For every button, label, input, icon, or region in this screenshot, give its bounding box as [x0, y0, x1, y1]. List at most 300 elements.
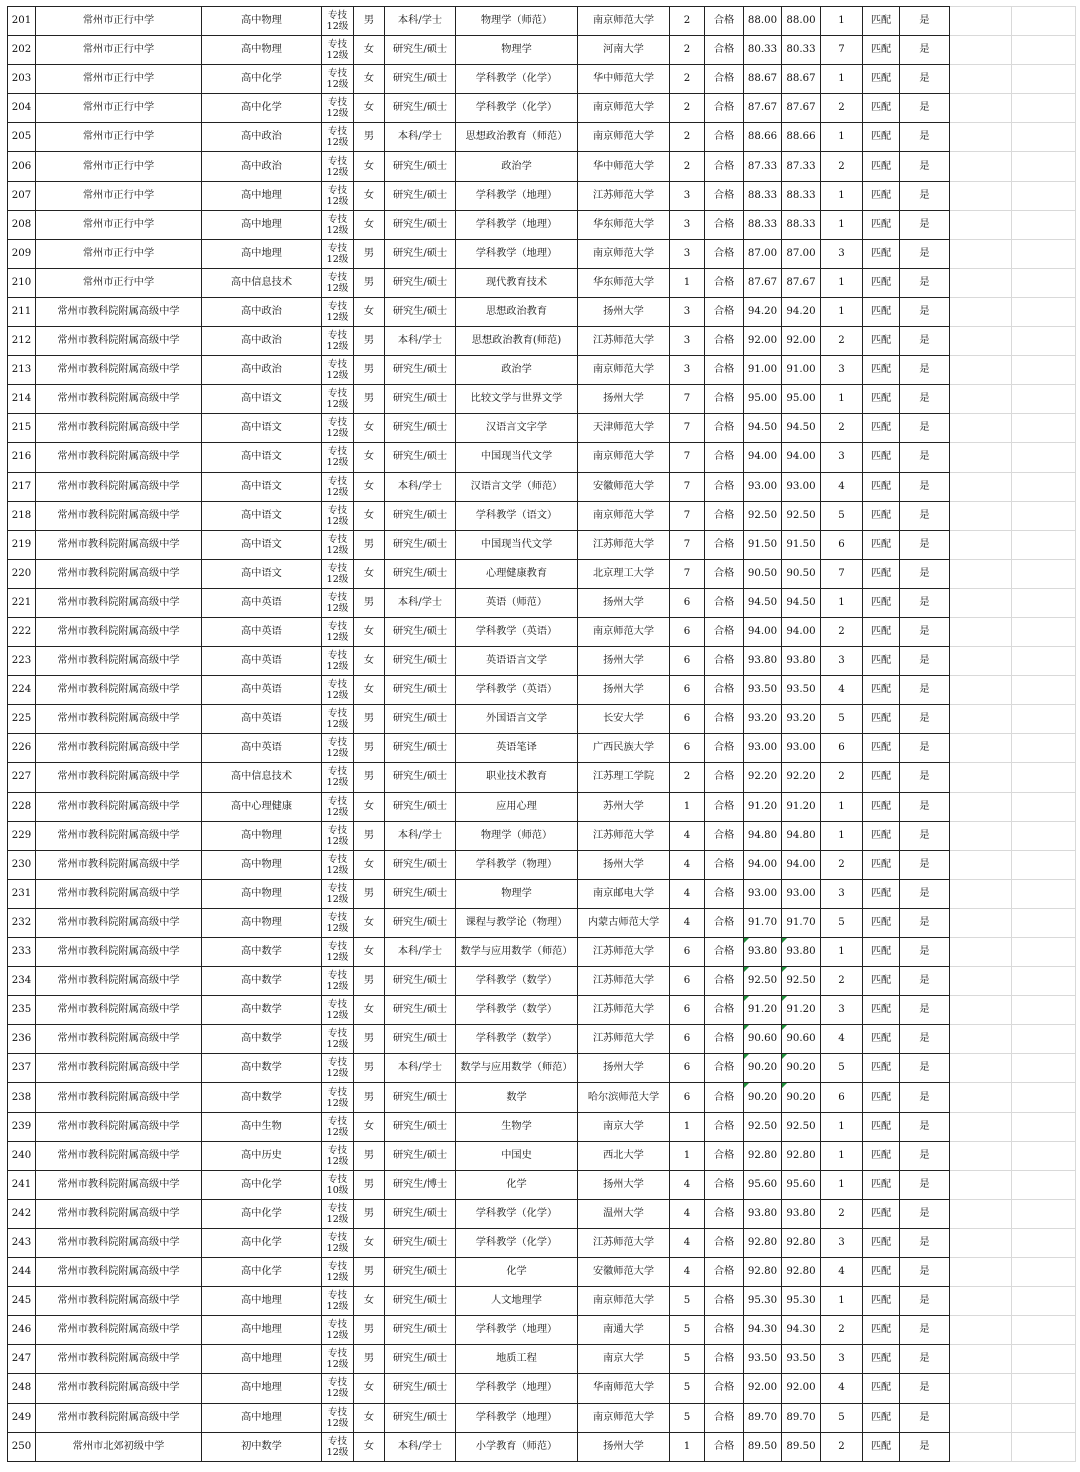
empty-cell [950, 152, 1012, 181]
quota-cell: 6 [670, 705, 705, 734]
total-score-cell: 94.80 [782, 821, 821, 850]
error-marker-icon [782, 996, 787, 1001]
empty-cell [1012, 327, 1076, 356]
major-cell: 学科教学（数学） [456, 1025, 578, 1054]
table-row [8, 705, 1076, 734]
match-cell: 匹配 [863, 1228, 900, 1257]
degree-cell: 研究生/硕士 [385, 210, 456, 239]
written-score-cell: 91.50 [744, 530, 782, 559]
total-score-cell: 95.00 [782, 385, 821, 414]
position-cell: 高中地理 [202, 1403, 322, 1432]
table-row [8, 908, 1076, 937]
degree-cell: 研究生/硕士 [385, 297, 456, 326]
empty-cell [1012, 123, 1076, 152]
position-cell: 高中生物 [202, 1112, 322, 1141]
empty-cell [950, 763, 1012, 792]
empty-cell [950, 938, 1012, 967]
quota-cell: 4 [670, 1228, 705, 1257]
degree-cell: 研究生/硕士 [385, 414, 456, 443]
degree-cell: 研究生/硕士 [385, 1141, 456, 1170]
match-cell: 匹配 [863, 152, 900, 181]
seq-cell: 227 [8, 763, 36, 792]
empty-cell [950, 501, 1012, 530]
hire-cell: 是 [900, 763, 950, 792]
school-cell: 常州市教科院附属高级中学 [36, 705, 202, 734]
empty-cell [1012, 152, 1076, 181]
table-row [8, 327, 1076, 356]
written-score-cell: 94.30 [744, 1316, 782, 1345]
hire-cell: 是 [900, 1228, 950, 1257]
position-cell: 高中化学 [202, 1199, 322, 1228]
major-cell: 职业技术教育 [456, 763, 578, 792]
seq-cell: 213 [8, 356, 36, 385]
seq-cell: 218 [8, 501, 36, 530]
table-row [8, 501, 1076, 530]
major-cell: 英语笔译 [456, 734, 578, 763]
empty-cell [950, 967, 1012, 996]
position-cell: 高中语文 [202, 443, 322, 472]
rank-cell: 3 [821, 239, 863, 268]
position-cell: 高中数学 [202, 967, 322, 996]
quota-cell: 1 [670, 1112, 705, 1141]
university-cell: 天津师范大学 [578, 414, 670, 443]
empty-cell [1012, 1141, 1076, 1170]
match-cell: 匹配 [863, 1345, 900, 1374]
written-score-cell: 88.33 [744, 181, 782, 210]
rank-cell: 5 [821, 1403, 863, 1432]
school-cell: 常州市教科院附属高级中学 [36, 676, 202, 705]
total-score-cell: 90.20 [782, 1054, 821, 1083]
hire-cell: 是 [900, 967, 950, 996]
match-cell: 匹配 [863, 385, 900, 414]
table-row [8, 1083, 1076, 1112]
major-cell: 物理学 [456, 879, 578, 908]
level-cell: 专技12级 [322, 879, 354, 908]
error-marker-icon [782, 967, 787, 972]
gender-cell: 男 [354, 705, 385, 734]
empty-cell [1012, 734, 1076, 763]
rank-cell: 2 [821, 967, 863, 996]
gender-cell: 男 [354, 268, 385, 297]
match-cell: 匹配 [863, 123, 900, 152]
degree-cell: 研究生/硕士 [385, 879, 456, 908]
quota-cell: 2 [670, 763, 705, 792]
major-cell: 物理学（师范） [456, 7, 578, 36]
quota-cell: 6 [670, 996, 705, 1025]
table-row [8, 123, 1076, 152]
written-score-cell: 92.50 [744, 967, 782, 996]
seq-cell: 212 [8, 327, 36, 356]
seq-cell: 208 [8, 210, 36, 239]
quota-cell: 3 [670, 210, 705, 239]
rank-cell: 1 [821, 1112, 863, 1141]
review-cell: 合格 [705, 1403, 744, 1432]
written-score-cell: 93.80 [744, 938, 782, 967]
empty-cell [1012, 181, 1076, 210]
university-cell: 华东师范大学 [578, 210, 670, 239]
rank-cell: 2 [821, 327, 863, 356]
match-cell: 匹配 [863, 559, 900, 588]
quota-cell: 7 [670, 414, 705, 443]
rank-cell: 2 [821, 1199, 863, 1228]
hire-cell: 是 [900, 414, 950, 443]
match-cell: 匹配 [863, 472, 900, 501]
seq-cell: 220 [8, 559, 36, 588]
total-score-cell: 89.70 [782, 1403, 821, 1432]
rank-cell: 6 [821, 734, 863, 763]
empty-cell [1012, 1316, 1076, 1345]
review-cell: 合格 [705, 1432, 744, 1461]
empty-cell [950, 1374, 1012, 1403]
hire-cell: 是 [900, 996, 950, 1025]
major-cell: 数学 [456, 1083, 578, 1112]
written-score-cell: 90.50 [744, 559, 782, 588]
review-cell: 合格 [705, 414, 744, 443]
position-cell: 高中化学 [202, 1228, 322, 1257]
level-cell: 专技12级 [322, 588, 354, 617]
empty-cell [1012, 821, 1076, 850]
match-cell: 匹配 [863, 7, 900, 36]
university-cell: 南京师范大学 [578, 1287, 670, 1316]
position-cell: 高中信息技术 [202, 268, 322, 297]
match-cell: 匹配 [863, 1287, 900, 1316]
empty-cell [1012, 1403, 1076, 1432]
written-score-cell: 93.20 [744, 705, 782, 734]
seq-cell: 223 [8, 647, 36, 676]
gender-cell: 男 [354, 123, 385, 152]
written-score-cell: 91.20 [744, 792, 782, 821]
level-cell: 专技12级 [322, 472, 354, 501]
seq-cell: 204 [8, 94, 36, 123]
hire-cell: 是 [900, 1170, 950, 1199]
empty-cell [1012, 210, 1076, 239]
degree-cell: 研究生/硕士 [385, 967, 456, 996]
rank-cell: 5 [821, 1054, 863, 1083]
school-cell: 常州市教科院附属高级中学 [36, 1112, 202, 1141]
total-score-cell: 92.50 [782, 1112, 821, 1141]
university-cell: 扬州大学 [578, 385, 670, 414]
empty-cell [1012, 94, 1076, 123]
rank-cell: 2 [821, 763, 863, 792]
match-cell: 匹配 [863, 327, 900, 356]
school-cell: 常州市教科院附属高级中学 [36, 1403, 202, 1432]
review-cell: 合格 [705, 7, 744, 36]
match-cell: 匹配 [863, 996, 900, 1025]
written-score-cell: 92.00 [744, 1374, 782, 1403]
gender-cell: 女 [354, 1287, 385, 1316]
school-cell: 常州市教科院附属高级中学 [36, 1287, 202, 1316]
match-cell: 匹配 [863, 1141, 900, 1170]
written-score-cell: 92.80 [744, 1141, 782, 1170]
rank-cell: 5 [821, 501, 863, 530]
school-cell: 常州市教科院附属高级中学 [36, 850, 202, 879]
gender-cell: 女 [354, 850, 385, 879]
rank-cell: 4 [821, 676, 863, 705]
hire-cell: 是 [900, 94, 950, 123]
position-cell: 高中物理 [202, 36, 322, 65]
review-cell: 合格 [705, 1228, 744, 1257]
total-score-cell: 91.50 [782, 530, 821, 559]
quota-cell: 4 [670, 879, 705, 908]
total-score-cell: 93.00 [782, 734, 821, 763]
university-cell: 扬州大学 [578, 1170, 670, 1199]
table-row [8, 443, 1076, 472]
level-cell: 专技12级 [322, 734, 354, 763]
school-cell: 常州市教科院附属高级中学 [36, 588, 202, 617]
table-row [8, 152, 1076, 181]
written-score-cell: 94.50 [744, 414, 782, 443]
hire-cell: 是 [900, 297, 950, 326]
gender-cell: 男 [354, 356, 385, 385]
empty-cell [1012, 792, 1076, 821]
level-cell: 专技12级 [322, 967, 354, 996]
empty-cell [1012, 1083, 1076, 1112]
seq-cell: 243 [8, 1228, 36, 1257]
hire-cell: 是 [900, 443, 950, 472]
gender-cell: 男 [354, 1345, 385, 1374]
total-score-cell: 94.50 [782, 414, 821, 443]
total-score-cell: 91.20 [782, 996, 821, 1025]
major-cell: 物理学（师范） [456, 821, 578, 850]
table-row [8, 879, 1076, 908]
gender-cell: 女 [354, 938, 385, 967]
hire-cell: 是 [900, 1083, 950, 1112]
empty-cell [950, 239, 1012, 268]
review-cell: 合格 [705, 1054, 744, 1083]
match-cell: 匹配 [863, 1025, 900, 1054]
rank-cell: 3 [821, 996, 863, 1025]
quota-cell: 5 [670, 1403, 705, 1432]
empty-cell [1012, 1170, 1076, 1199]
match-cell: 匹配 [863, 792, 900, 821]
level-cell: 专技12级 [322, 327, 354, 356]
position-cell: 高中物理 [202, 879, 322, 908]
quota-cell: 7 [670, 443, 705, 472]
written-score-cell: 95.30 [744, 1287, 782, 1316]
table-row [8, 850, 1076, 879]
degree-cell: 研究生/硕士 [385, 1083, 456, 1112]
rank-cell: 4 [821, 472, 863, 501]
school-cell: 常州市教科院附属高级中学 [36, 1374, 202, 1403]
level-cell: 专技10级 [322, 1170, 354, 1199]
major-cell: 学科教学（地理） [456, 239, 578, 268]
roster-body [8, 7, 1076, 1462]
empty-cell [950, 996, 1012, 1025]
seq-cell: 233 [8, 938, 36, 967]
gender-cell: 男 [354, 734, 385, 763]
written-score-cell: 93.00 [744, 734, 782, 763]
empty-cell [950, 1316, 1012, 1345]
roster-table [7, 6, 1076, 1462]
hire-cell: 是 [900, 1199, 950, 1228]
total-score-cell: 93.50 [782, 1345, 821, 1374]
written-score-cell: 94.00 [744, 617, 782, 646]
quota-cell: 4 [670, 821, 705, 850]
school-cell: 常州市教科院附属高级中学 [36, 1258, 202, 1287]
empty-cell [950, 268, 1012, 297]
quota-cell: 3 [670, 239, 705, 268]
written-score-cell: 93.80 [744, 1199, 782, 1228]
hire-cell: 是 [900, 617, 950, 646]
seq-cell: 211 [8, 297, 36, 326]
table-row [8, 210, 1076, 239]
position-cell: 高中政治 [202, 297, 322, 326]
table-row [8, 1141, 1076, 1170]
major-cell: 学科教学（地理） [456, 1316, 578, 1345]
empty-cell [1012, 1345, 1076, 1374]
seq-cell: 229 [8, 821, 36, 850]
review-cell: 合格 [705, 763, 744, 792]
empty-cell [1012, 268, 1076, 297]
review-cell: 合格 [705, 879, 744, 908]
school-cell: 常州市教科院附属高级中学 [36, 734, 202, 763]
rank-cell: 1 [821, 181, 863, 210]
review-cell: 合格 [705, 1141, 744, 1170]
table-row [8, 647, 1076, 676]
university-cell: 南京邮电大学 [578, 879, 670, 908]
major-cell: 物理学 [456, 36, 578, 65]
hire-cell: 是 [900, 268, 950, 297]
review-cell: 合格 [705, 1025, 744, 1054]
school-cell: 常州市教科院附属高级中学 [36, 530, 202, 559]
quota-cell: 6 [670, 967, 705, 996]
empty-cell [950, 414, 1012, 443]
gender-cell: 男 [354, 821, 385, 850]
table-row [8, 1228, 1076, 1257]
table-row [8, 1258, 1076, 1287]
review-cell: 合格 [705, 327, 744, 356]
empty-cell [950, 1025, 1012, 1054]
review-cell: 合格 [705, 443, 744, 472]
written-score-cell: 94.20 [744, 297, 782, 326]
school-cell: 常州市教科院附属高级中学 [36, 908, 202, 937]
university-cell: 哈尔滨师范大学 [578, 1083, 670, 1112]
written-score-cell: 92.50 [744, 501, 782, 530]
gender-cell: 女 [354, 647, 385, 676]
empty-cell [950, 123, 1012, 152]
school-cell: 常州市正行中学 [36, 123, 202, 152]
quota-cell: 4 [670, 1258, 705, 1287]
total-score-cell: 93.80 [782, 938, 821, 967]
match-cell: 匹配 [863, 1432, 900, 1461]
seq-cell: 239 [8, 1112, 36, 1141]
quota-cell: 4 [670, 908, 705, 937]
review-cell: 合格 [705, 1316, 744, 1345]
error-marker-icon [782, 938, 787, 943]
review-cell: 合格 [705, 1199, 744, 1228]
written-score-cell: 91.70 [744, 908, 782, 937]
rank-cell: 1 [821, 938, 863, 967]
empty-cell [1012, 908, 1076, 937]
seq-cell: 209 [8, 239, 36, 268]
degree-cell: 研究生/硕士 [385, 1316, 456, 1345]
total-score-cell: 94.50 [782, 588, 821, 617]
school-cell: 常州市教科院附属高级中学 [36, 1345, 202, 1374]
rank-cell: 2 [821, 617, 863, 646]
written-score-cell: 94.50 [744, 588, 782, 617]
rank-cell: 3 [821, 1228, 863, 1257]
hire-cell: 是 [900, 676, 950, 705]
degree-cell: 研究生/硕士 [385, 996, 456, 1025]
hire-cell: 是 [900, 327, 950, 356]
seq-cell: 226 [8, 734, 36, 763]
position-cell: 高中数学 [202, 1054, 322, 1083]
degree-cell: 本科/学士 [385, 123, 456, 152]
position-cell: 高中心理健康 [202, 792, 322, 821]
position-cell: 高中语文 [202, 472, 322, 501]
gender-cell: 女 [354, 297, 385, 326]
table-row [8, 472, 1076, 501]
total-score-cell: 93.00 [782, 472, 821, 501]
seq-cell: 234 [8, 967, 36, 996]
level-cell: 专技12级 [322, 36, 354, 65]
gender-cell: 女 [354, 1432, 385, 1461]
gender-cell: 男 [354, 1170, 385, 1199]
review-cell: 合格 [705, 501, 744, 530]
match-cell: 匹配 [863, 181, 900, 210]
position-cell: 高中历史 [202, 1141, 322, 1170]
position-cell: 高中语文 [202, 501, 322, 530]
table-row [8, 967, 1076, 996]
university-cell: 北京理工大学 [578, 559, 670, 588]
rank-cell: 3 [821, 647, 863, 676]
total-score-cell: 95.30 [782, 1287, 821, 1316]
hire-cell: 是 [900, 792, 950, 821]
position-cell: 高中英语 [202, 588, 322, 617]
written-score-cell: 94.80 [744, 821, 782, 850]
hire-cell: 是 [900, 908, 950, 937]
degree-cell: 研究生/硕士 [385, 1374, 456, 1403]
gender-cell: 男 [354, 327, 385, 356]
total-score-cell: 90.60 [782, 1025, 821, 1054]
level-cell: 专技12级 [322, 123, 354, 152]
seq-cell: 235 [8, 996, 36, 1025]
level-cell: 专技12级 [322, 676, 354, 705]
rank-cell: 1 [821, 268, 863, 297]
position-cell: 高中语文 [202, 385, 322, 414]
total-score-cell: 92.50 [782, 967, 821, 996]
total-score-cell: 87.33 [782, 152, 821, 181]
empty-cell [1012, 1025, 1076, 1054]
rank-cell: 3 [821, 879, 863, 908]
table-row [8, 530, 1076, 559]
match-cell: 匹配 [863, 356, 900, 385]
match-cell: 匹配 [863, 1112, 900, 1141]
written-score-cell: 90.20 [744, 1083, 782, 1112]
school-cell: 常州市教科院附属高级中学 [36, 559, 202, 588]
major-cell: 中国现当代文学 [456, 443, 578, 472]
hire-cell: 是 [900, 559, 950, 588]
match-cell: 匹配 [863, 239, 900, 268]
quota-cell: 1 [670, 1141, 705, 1170]
written-score-cell: 87.33 [744, 152, 782, 181]
position-cell: 高中地理 [202, 1345, 322, 1374]
rank-cell: 1 [821, 297, 863, 326]
quota-cell: 2 [670, 65, 705, 94]
rank-cell: 2 [821, 850, 863, 879]
error-marker-icon [744, 996, 749, 1001]
gender-cell: 女 [354, 210, 385, 239]
major-cell: 学科教学（化学） [456, 1199, 578, 1228]
quota-cell: 1 [670, 792, 705, 821]
school-cell: 常州市教科院附属高级中学 [36, 443, 202, 472]
university-cell: 长安大学 [578, 705, 670, 734]
empty-cell [950, 1083, 1012, 1112]
review-cell: 合格 [705, 559, 744, 588]
major-cell: 数学与应用数学（师范） [456, 938, 578, 967]
table-row [8, 617, 1076, 646]
university-cell: 华东师范大学 [578, 268, 670, 297]
